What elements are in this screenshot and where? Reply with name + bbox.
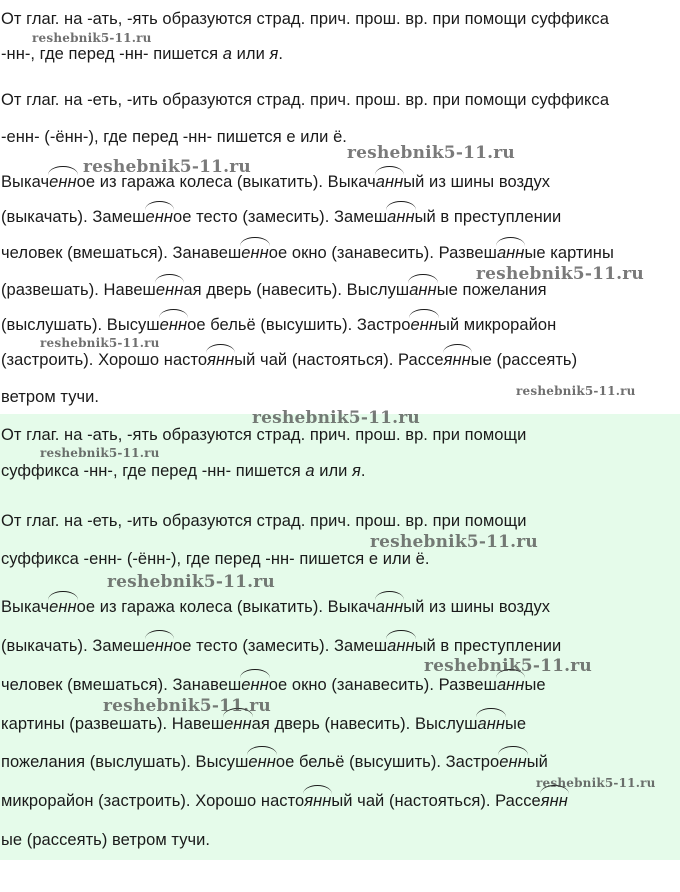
watermark: reshebnik5-11.ru [536, 776, 656, 790]
example-line [1, 636, 561, 656]
text: ый в преступлении [414, 208, 562, 226]
text: человек (вмешаться). Занавеш [1, 244, 242, 262]
suffix: енн [155, 281, 184, 299]
suffix: енн [499, 753, 527, 771]
text: человек (вмешаться). Занавеш [1, 676, 242, 694]
text: ое бельё (высушить). Застро [187, 316, 411, 334]
suffix: енн [410, 316, 438, 334]
text: -нн-, где перед -нн- пишется [1, 45, 223, 63]
answer-block-1 [0, 0, 680, 414]
watermark: reshebnik5-11.ru [476, 264, 644, 284]
text: . [360, 462, 366, 480]
text: или [314, 462, 353, 480]
text: ые пожелания [436, 281, 547, 299]
text: ые (рассеять) [470, 351, 578, 369]
text: картины (развешать). Навеш [1, 715, 225, 733]
suffix: анн [387, 208, 415, 226]
text: ое тесто (замесить). Замеш [173, 208, 388, 226]
text: ый чай (настояться). Рассе [234, 351, 444, 369]
example-line [1, 350, 577, 370]
text: (выслушать). Высуш [1, 316, 160, 334]
suffix: анн [477, 715, 505, 733]
suffix: енн [241, 244, 269, 262]
letter: а [222, 45, 233, 63]
example-line [1, 714, 526, 734]
text: ое из гаража колеса (выкатить). Выкач [76, 173, 376, 191]
example-line [1, 830, 210, 850]
text: ый микрорайон [437, 316, 557, 334]
rule-paragraph-1 [1, 9, 609, 29]
example-line [1, 675, 546, 695]
rule-paragraph-2 [1, 511, 527, 531]
text: ое окно (занавесить). Развеш [268, 676, 497, 694]
text: От глаг. на -еть, -ить образуются страд. прич. прош. вр. при помощи суффикса [1, 91, 610, 109]
watermark: reshebnik5-11.ru [40, 446, 160, 460]
text: ый из шины воздух [403, 598, 551, 616]
watermark: reshebnik5-11.ru [32, 31, 152, 45]
suffix: енн [224, 715, 252, 733]
text: От глаг. на -еть, -ить образуются страд. прич. прош. вр. при помощи [1, 512, 527, 530]
text: (выкачать). Замеш [1, 637, 146, 655]
text: ое из гаража колеса (выкатить). Выкач [76, 598, 376, 616]
text: пожелания (выслушать). Высуш [1, 753, 249, 771]
text: (застроить). Хорошо насто [1, 351, 208, 369]
watermark: reshebnik5-11.ru [370, 532, 538, 552]
text: ый чай (настояться). Рассе [331, 792, 541, 810]
letter: я [269, 45, 279, 63]
example-line [1, 387, 99, 407]
watermark: reshebnik5-11.ru [347, 143, 515, 163]
suffix: анн [387, 637, 415, 655]
suffix: енн [49, 173, 77, 191]
example-line [1, 315, 556, 335]
watermark: reshebnik5-11.ru [424, 656, 592, 676]
text: ые картины [524, 244, 614, 262]
text: ая дверь (навесить). Выслуш [183, 281, 410, 299]
rule-paragraph-2-cont [1, 127, 347, 147]
example-line [1, 597, 550, 617]
text: ое бельё (высушить). Застро [275, 753, 500, 771]
text: суффикса -енн- (-ённ-), где перед -нн- пишется е или ё. [1, 550, 430, 568]
suffix: янн [304, 792, 332, 810]
text: Выкач [1, 598, 50, 616]
example-line [1, 280, 547, 300]
example-line [1, 752, 548, 772]
text: Выкач [1, 173, 50, 191]
text: (развешать). Навеш [1, 281, 156, 299]
text: или [232, 45, 270, 63]
suffix: анн [375, 598, 404, 616]
watermark: reshebnik5-11.ru [252, 408, 420, 428]
suffix: анн [496, 244, 525, 262]
letter: я [352, 462, 361, 480]
text: (выкачать). Замеш [1, 208, 146, 226]
watermark: reshebnik5-11.ru [107, 572, 275, 592]
suffix: енн [49, 598, 77, 616]
suffix: янн [207, 351, 235, 369]
suffix: енн [145, 208, 173, 226]
suffix: анн [375, 173, 404, 191]
watermark: reshebnik5-11.ru [103, 696, 271, 716]
text: ая дверь (навесить). Выслуш [251, 715, 478, 733]
example-line [1, 243, 614, 263]
watermark: reshebnik5-11.ru [83, 157, 251, 177]
suffix: енн [145, 637, 173, 655]
watermark: reshebnik5-11.ru [516, 384, 636, 398]
text: ый [526, 753, 548, 771]
text: суффикса -нн-, где перед -нн- пишется [1, 462, 306, 480]
watermark: reshebnik5-11.ru [40, 336, 160, 350]
text: От глаг. на -ать, -ять образуются страд. прич. прош. вр. при помощи суффикса [1, 10, 609, 28]
suffix: енн [241, 676, 269, 694]
rule-paragraph-1-cont [1, 44, 283, 64]
answer-block-2 [0, 408, 680, 860]
rule-paragraph-1 [1, 425, 526, 445]
text: ые (рассеять) ветром тучи. [1, 831, 211, 849]
text: ые [524, 676, 546, 694]
text: ое тесто (замесить). Замеш [173, 637, 388, 655]
suffix: енн [159, 316, 188, 334]
suffix: янн [540, 792, 568, 810]
text: ый в преступлении [414, 637, 562, 655]
suffix: анн [409, 281, 437, 299]
rule-paragraph-2-cont [1, 549, 429, 569]
text: ое окно (занавесить). Развеш [268, 244, 497, 262]
example-line [1, 207, 561, 227]
text: ветром тучи. [1, 388, 100, 406]
text: От глаг. на -ать, -ять образуются страд. прич. прош. вр. при помощи [1, 426, 527, 444]
letter: а [305, 462, 315, 480]
suffix: анн [496, 676, 525, 694]
text: -енн- (-ённ-), где перед -нн- пишется е или ё. [1, 128, 347, 146]
rule-paragraph-1-cont [1, 461, 366, 481]
rule-paragraph-2 [1, 90, 609, 110]
text: . [278, 45, 284, 63]
suffix: енн [248, 753, 276, 771]
suffix: янн [443, 351, 471, 369]
text: микрорайон (застроить). Хорошо насто [1, 792, 305, 810]
text: ый из шины воздух [403, 173, 551, 191]
example-line [1, 791, 568, 811]
text: ые [504, 715, 527, 733]
